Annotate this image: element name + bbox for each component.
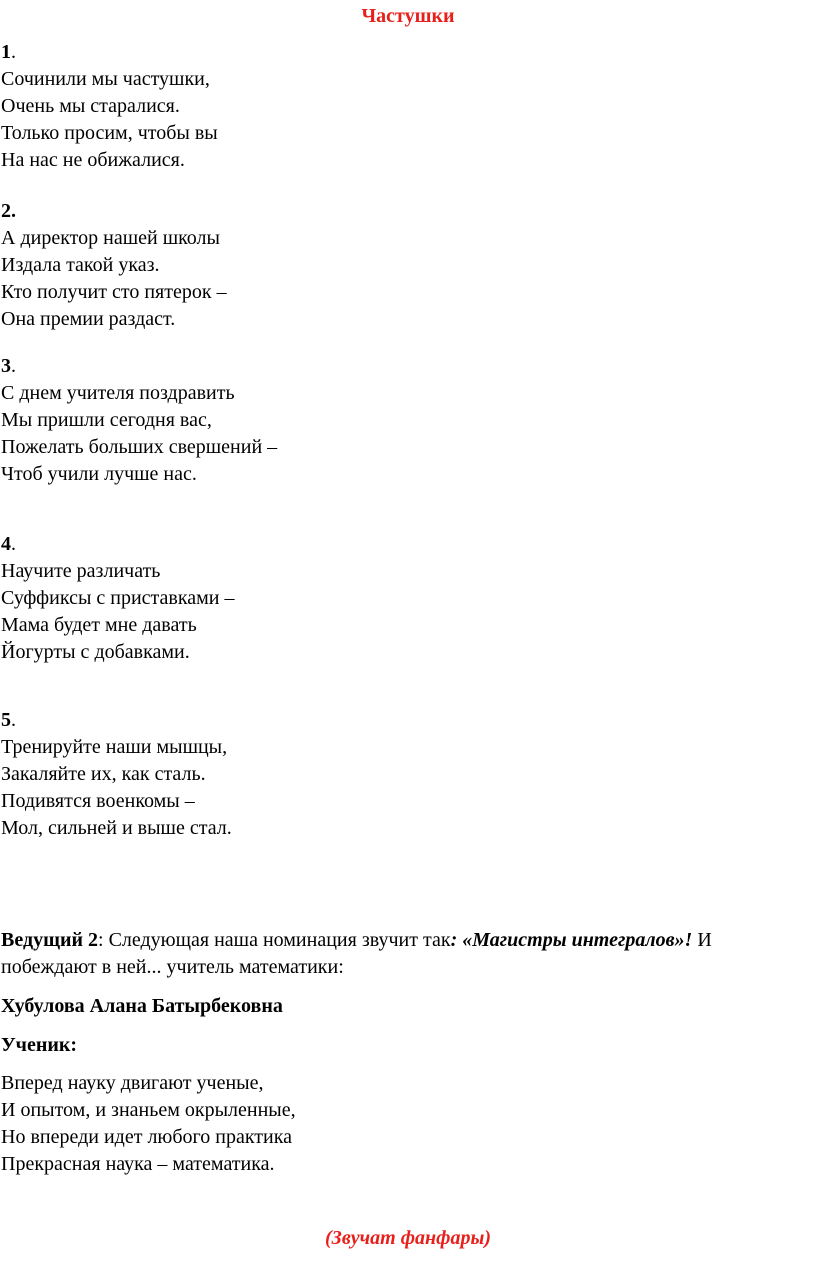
student-poem xyxy=(1,1070,296,1178)
verse-1 xyxy=(1,39,218,174)
verse-line: Кто получит сто пятерок – xyxy=(1,281,227,303)
verse-line: На нас не обижалися. xyxy=(1,149,185,171)
verse-line: Суффиксы с приставками – xyxy=(1,587,235,609)
host-intro-text: : Следующая наша номинация звучит так xyxy=(98,929,451,951)
verse-number: 1. xyxy=(1,41,16,63)
verse-line: Закаляйте их, как сталь. xyxy=(1,763,206,785)
verse-2 xyxy=(1,198,227,333)
verse-4 xyxy=(1,531,235,666)
host-paragraph xyxy=(1,927,811,981)
verse-3 xyxy=(1,353,277,488)
host-speaker: Ведущий 2 xyxy=(1,929,99,951)
verse-number: 4. xyxy=(1,533,16,555)
poem-line: Но впереди идет любого практика xyxy=(1,1126,293,1148)
verse-line: Пожелать больших свершений – xyxy=(1,436,278,458)
verse-number: 2. xyxy=(1,200,16,222)
verse-5 xyxy=(1,707,232,842)
host-outro-text: И побеждают в ней... учитель математики: xyxy=(1,929,712,978)
verse-line: С днем учителя поздравить xyxy=(1,382,235,404)
verse-line: Мы пришли сегодня вас, xyxy=(1,409,212,431)
verse-line: Издала такой указ. xyxy=(1,254,160,276)
verse-line: А директор нашей школы xyxy=(1,227,220,249)
verse-line: Чтоб учили лучше нас. xyxy=(1,463,197,485)
verse-number: 3. xyxy=(1,355,16,377)
verse-line: Тренируйте наши мышцы, xyxy=(1,736,228,758)
verse-line: Очень мы старалися. xyxy=(1,95,180,117)
verse-line: Она премии раздаст. xyxy=(1,308,176,330)
verse-line: Подивятся военкомы – xyxy=(1,790,195,812)
verse-line: Мама будет мне давать xyxy=(1,614,197,636)
verse-line: Только просим, чтобы вы xyxy=(1,122,218,144)
teacher-name: Хубулова Алана Батырбековна xyxy=(1,995,283,1017)
verse-line: Сочинили мы частушки, xyxy=(1,68,210,90)
host-colon: : xyxy=(450,929,463,951)
verse-line: Мол, сильней и выше стал. xyxy=(1,817,232,839)
stage-direction: (Звучат фанфары) xyxy=(325,1227,491,1249)
poem-line: И опытом, и знаньем окрыленные, xyxy=(1,1099,296,1121)
verse-number: 5. xyxy=(1,709,16,731)
verse-line: Научите различать xyxy=(1,560,161,582)
poem-line: Прекрасная наука – математика. xyxy=(1,1153,275,1175)
poem-line: Вперед науку двигают ученые, xyxy=(1,1072,264,1094)
verse-line: Йогурты с добавками. xyxy=(1,641,190,663)
student-label: Ученик: xyxy=(1,1034,78,1056)
document-title: Частушки xyxy=(361,5,455,27)
nomination-name: «Магистры интегралов»! xyxy=(462,929,693,951)
